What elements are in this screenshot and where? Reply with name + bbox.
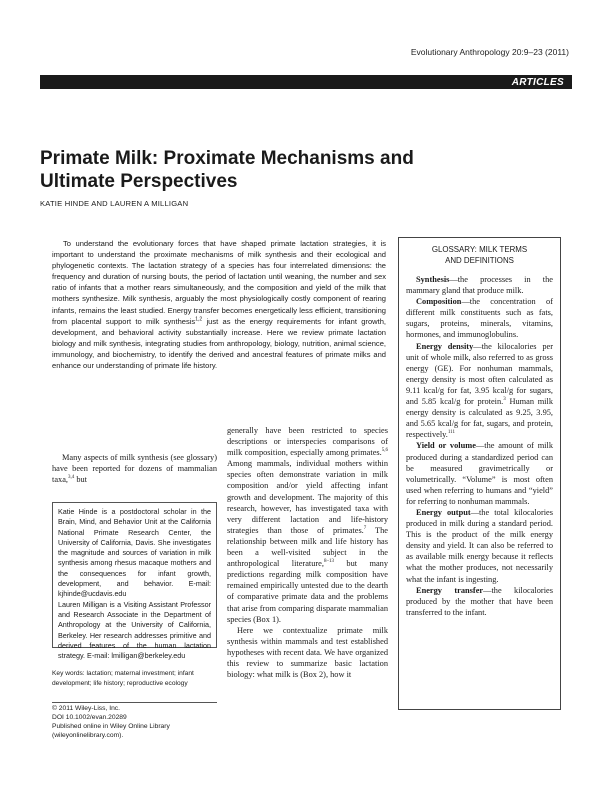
glossary-entry-energy-transfer — [406, 585, 553, 618]
glossary-entry-composition — [406, 296, 553, 340]
body-text: but many predictions regarding milk composition have remained empirically untested due to the dearth of comparative primate data and the problems that arise from comparing disparate mammalian species (Box 1). — [227, 559, 389, 624]
glossary-heading — [399, 245, 560, 266]
publication-line: Published online in Wiley Online Library — [52, 722, 170, 730]
glossary-definition: —the kilocalories produced by the mother that have been transferred to the infant. — [406, 585, 553, 617]
glossary-entry-synthesis — [406, 274, 553, 296]
glossary-heading-line: AND DEFINITIONS — [445, 255, 514, 265]
glossary-term: Energy transfer — [416, 585, 484, 595]
glossary-entry-energy-density — [406, 341, 553, 441]
abstract-text-1: To understand the evolutionary forces that have shaped primate lactation strategies, it is important to understand the proximate mechanisms of milk synthesis and their ecological and phylogenetic contexts. The lactation strategy of a species has four interrelated dimensions: the frequency and duration of nursing bouts, the period of lactation until weaning, the number and sex ratio of infants that a mother rears simultaneously, and the composition and yield of the milk that mothers synthesize. Milk synthesis, arguably the most physiologically costly component of rearing infants, remains the least studied. Energy transfer becomes energetically less efficient, transitioning from placental support to milk synthesis — [52, 239, 386, 326]
copyright-line: © 2011 Wiley-Liss, Inc. — [52, 705, 120, 712]
bio-hinde: Katie Hinde is a postdoctoral scholar in the Brain, Mind, and Behavior Unit at the California National Primate Research Center, the University of California, Davis. She investigates the magnitude and sources of variation in milk synthesis among rhesus macaque mothers and the consequences for infant growth, development, and behavior. E-mail: kjhinde@ucdavis.edu — [58, 507, 211, 599]
citation-ref: 1,2 — [195, 316, 203, 323]
citation-ref: 3,4 — [67, 475, 75, 481]
abstract-text-2: just as the energy requirements for infant growth, development, and behavioral activity substantially increase. Here we review primate lactation biology and milk synthesis, integrating studies from anthropology, biology, nutrition, animal science, immunology, and biochemistry, to identify the derived and ancestral features of primate milks and enhance our understanding of primate life history. — [52, 316, 386, 371]
author-list: KATIE HINDE AND LAUREN A MILLIGAN — [40, 199, 189, 208]
glossary-box — [398, 237, 561, 710]
body-paragraph — [227, 425, 388, 625]
body-text: but — [74, 475, 87, 485]
title-line-2: Ultimate Perspectives — [40, 171, 238, 192]
citation-ref: 8–13 — [323, 559, 334, 565]
glossary-entry-yield — [406, 440, 553, 507]
glossary-heading-line: GLOSSARY: MILK TERMS — [431, 245, 528, 254]
glossary-definition: —the amount of milk produced during a standardized period can be measured gravimetrically or volumetrically. “Volume” is most often used when referring to humans and “yield” for referring to nonhuman mammals. — [406, 441, 553, 506]
body-paragraph: Here we contextualize primate milk synthesis within mammals and test established hypotheses with recent data. We have organized this review to summarize basic lactation biology: what milk is (Box 2), how it — [227, 625, 388, 680]
article-title — [40, 147, 460, 193]
citation-ref: 7 — [363, 526, 367, 532]
divider — [52, 702, 217, 703]
glossary-entries — [406, 274, 553, 618]
journal-citation: Evolutionary Anthropology 20:9–23 (2011) — [410, 47, 569, 57]
citation-ref: 5,6 — [381, 448, 388, 454]
glossary-definition: Human milk energy density is calculated as 9.25, 3.95, and 5.65 kcal/g for fat, sugars, and protein, respectively. — [406, 397, 553, 440]
citation-ref: 3 — [503, 397, 506, 403]
body-text: generally have been restricted to species descriptions or interspecies comparisons of milk composition, especially among primates. — [227, 426, 388, 458]
glossary-term: Synthesis — [416, 275, 450, 284]
doi-line: DOI 10.1002/evan.20289 — [52, 713, 127, 721]
body-column-2 — [227, 425, 388, 680]
body-text: Among mammals, individual mothers within species often demonstrate variation in milk composition and/or yield affecting infant growth and development. The majority of this research, however, has investigated taxa with very different lactation and life-history strategies than those of primates. — [227, 459, 388, 535]
keywords: Key words: lactation; maternal investment; infant development; life history; reproductive ecology — [52, 670, 194, 687]
publication-url: (wileyonlinelibrary.com). — [52, 731, 124, 739]
abstract — [52, 238, 386, 371]
bio-milligan: Lauren Milligan is a Visiting Assistant Professor and Research Associate in the Department of Anthropology at the University of California, Berkeley. Her research addresses primitive and derived features of the human lactation strategy. E-mail: lmilligan@berkeley.edu — [58, 599, 211, 661]
title-line-1: Primate Milk: Proximate Mechanisms and — [40, 148, 414, 169]
glossary-term: Yield or volume — [416, 441, 476, 451]
body-text: Many aspects of milk synthesis (see glossary) have been reported for dozens of mammalian taxa, — [52, 453, 217, 485]
section-banner — [40, 75, 572, 89]
glossary-term: Composition — [416, 297, 462, 307]
glossary-term: Energy density — [416, 341, 474, 351]
glossary-entry-energy-output — [406, 507, 553, 585]
glossary-term: Energy output — [416, 507, 471, 517]
citation-ref: 111 — [447, 430, 455, 436]
glossary-definition: —the concentration of different milk constituents such as fats, sugars, proteins, minerals, vitamins, hormones, and immunoglobulins. — [406, 297, 553, 340]
section-label: ARTICLES — [511, 77, 564, 88]
glossary-definition: —the total kilocalories produced in milk during a standard period. This is the product of the milk energy density and yield. It can also be referred to as available milk energy because it reflects what the mother produces, not necessarily what the infant is ingesting. — [406, 507, 553, 584]
glossary-definition: —the processes in the mammary gland that produce milk. — [406, 275, 553, 296]
copyright-block — [52, 705, 222, 741]
body-column-1 — [52, 452, 217, 485]
body-text: The relationship between milk and life history has been a well-visited subject in the anthropological literature, — [227, 525, 388, 569]
author-bio-box — [52, 502, 217, 661]
glossary-definition: —the kilocalories per unit of whole milk, also referred to as gross energy (GE). For nonhuman mammals, energy density is most often calculated as 9.11 kcal/g for fat, 3.95 kcal/g for sugars, and 5.85 kcal/g for protein. — [406, 341, 553, 407]
